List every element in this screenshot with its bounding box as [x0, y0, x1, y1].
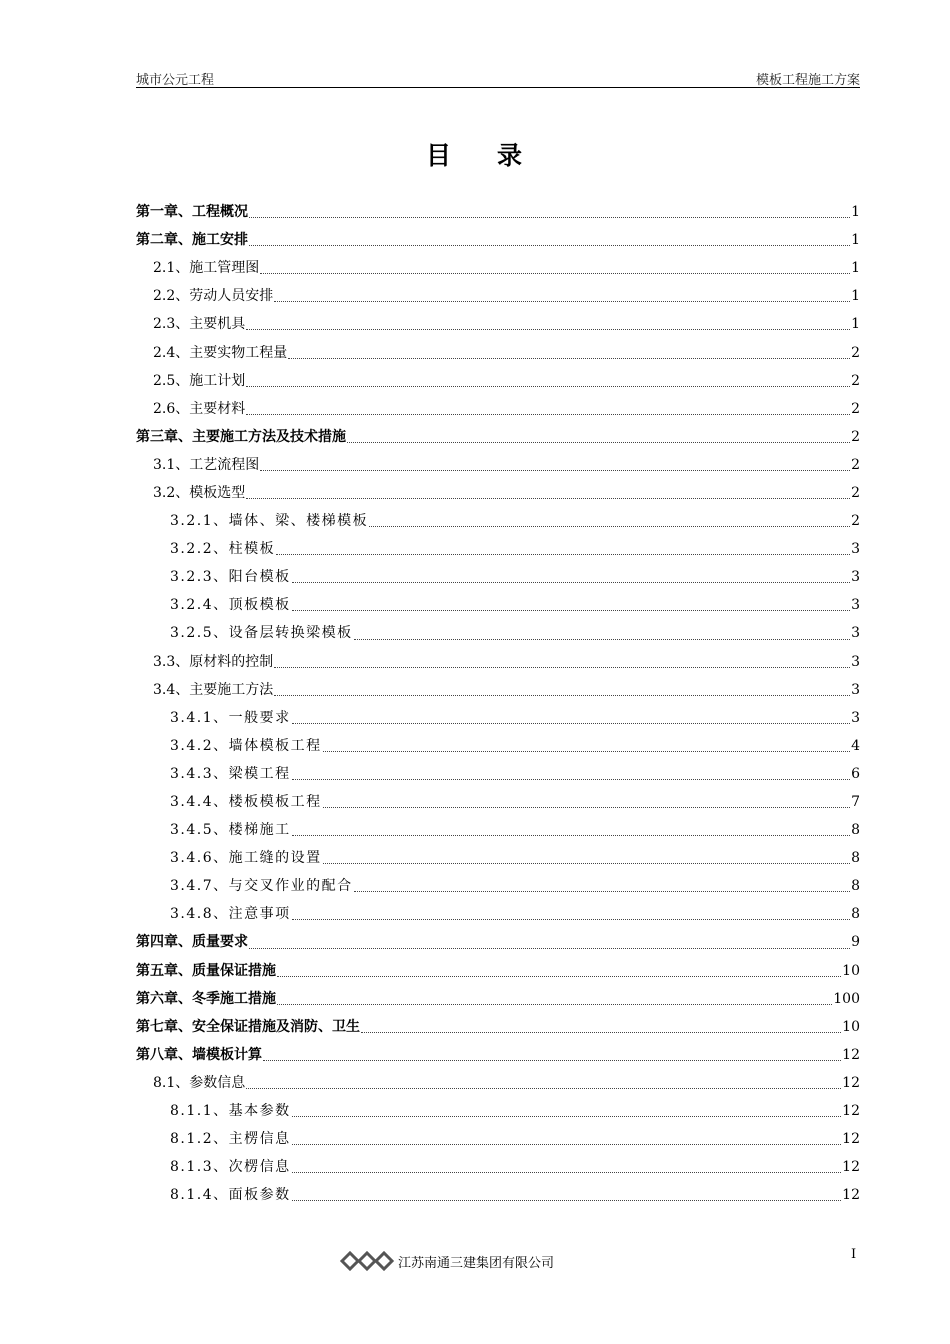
toc-leader-dots: [369, 525, 850, 527]
title-char-1: 目: [425, 141, 453, 170]
toc-entry[interactable]: [136, 1041, 860, 1069]
toc-entry-label: 8.1.1、基本参数: [170, 1103, 291, 1120]
toc-entry-page: 1: [851, 288, 860, 305]
table-of-contents: [136, 198, 860, 1209]
toc-leader-dots: [246, 328, 850, 330]
toc-entry-label: 第二章、施工安排: [136, 232, 248, 249]
toc-entry-page: 1: [851, 204, 860, 221]
toc-entry-page: 3: [851, 569, 860, 586]
toc-leader-dots: [354, 890, 850, 892]
toc-entry[interactable]: [136, 198, 860, 226]
toc-entry[interactable]: [136, 338, 860, 366]
toc-leader-dots: [323, 806, 850, 808]
toc-leader-dots: [276, 553, 850, 555]
toc-entry-label: 第八章、墙模板计算: [136, 1046, 262, 1063]
toc-entry-label: 8.1.2、主楞信息: [170, 1131, 291, 1148]
toc-entry-label: 3.1、工艺流程图: [153, 456, 260, 473]
toc-entry[interactable]: [136, 1153, 860, 1181]
toc-entry[interactable]: [136, 563, 860, 591]
toc-entry-label: 2.1、施工管理图: [153, 260, 260, 277]
toc-entry-page: 12: [842, 1074, 860, 1091]
toc-entry-label: 第四章、质量要求: [136, 934, 248, 951]
toc-leader-dots: [347, 441, 850, 443]
toc-entry[interactable]: [136, 844, 860, 872]
toc-entry-page: 12: [842, 1159, 860, 1176]
toc-entry[interactable]: [136, 1013, 860, 1041]
toc-entry-page: 12: [842, 1046, 860, 1063]
toc-entry[interactable]: [136, 1181, 860, 1209]
toc-leader-dots: [323, 862, 850, 864]
toc-leader-dots: [246, 385, 850, 387]
toc-entry-label: 2.2、劳动人员安排: [153, 288, 274, 305]
toc-entry[interactable]: [136, 900, 860, 928]
header-project-name: 城市公元工程: [136, 73, 215, 88]
toc-entry-page: 12: [842, 1103, 860, 1120]
toc-entry[interactable]: [136, 367, 860, 395]
toc-entry-page: 9: [851, 934, 860, 951]
toc-entry-page: 8: [851, 878, 860, 895]
toc-leader-dots: [292, 918, 850, 920]
toc-entry-page: 8: [851, 850, 860, 867]
toc-entry-label: 2.5、施工计划: [153, 372, 246, 389]
toc-leader-dots: [249, 216, 850, 218]
toc-entry-label: 3.2.3、阳台模板: [170, 569, 291, 586]
toc-leader-dots: [292, 834, 850, 836]
toc-entry[interactable]: [136, 479, 860, 507]
toc-entry-page: 3: [851, 681, 860, 698]
toc-entry[interactable]: [136, 985, 860, 1013]
toc-entry[interactable]: [136, 1069, 860, 1097]
toc-leader-dots: [274, 666, 850, 668]
toc-entry-label: 2.6、主要材料: [153, 400, 246, 417]
toc-leader-dots: [292, 581, 850, 583]
toc-leader-dots: [246, 497, 850, 499]
toc-entry-label: 3.4.4、楼板模板工程: [170, 794, 322, 811]
page-header: [136, 67, 860, 88]
toc-entry-page: 2: [851, 428, 860, 445]
toc-entry-page: 3: [851, 541, 860, 558]
toc-entry-page: 8: [851, 822, 860, 839]
toc-entry-page: 10: [842, 1018, 860, 1035]
toc-entry-page: 12: [842, 1131, 860, 1148]
toc-entry-label: 第五章、质量保证措施: [136, 962, 276, 979]
toc-entry-page: 1: [851, 232, 860, 249]
toc-entry[interactable]: [136, 872, 860, 900]
toc-entry-label: 8.1.3、次楞信息: [170, 1159, 291, 1176]
toc-leader-dots: [246, 1087, 841, 1089]
toc-leader-dots: [361, 1031, 841, 1033]
toc-entry-label: 第七章、安全保证措施及消防、卫生: [136, 1018, 360, 1035]
toc-leader-dots: [277, 975, 841, 977]
toc-entry-page: 2: [851, 400, 860, 417]
toc-entry[interactable]: [136, 760, 860, 788]
toc-leader-dots: [323, 750, 850, 752]
toc-entry[interactable]: [136, 788, 860, 816]
toc-entry-label: 3.4.2、墙体模板工程: [170, 737, 322, 754]
toc-leader-dots: [288, 357, 850, 359]
toc-entry[interactable]: [136, 1125, 860, 1153]
footer-company-name: 江苏南通三建集团有限公司: [398, 1255, 555, 1271]
toc-entry-label: 3.4.1、一般要求: [170, 709, 291, 726]
title-char-2: 录: [497, 141, 525, 170]
toc-entry[interactable]: [136, 226, 860, 254]
toc-entry-page: 2: [851, 456, 860, 473]
toc-entry-label: 8.1.4、面板参数: [170, 1187, 291, 1204]
toc-leader-dots: [354, 638, 850, 640]
toc-entry-page: 2: [851, 484, 860, 501]
toc-entry-page: 3: [851, 709, 860, 726]
page-number: I: [851, 1247, 857, 1262]
toc-entry-label: 3.2.1、墙体、梁、楼梯模板: [170, 513, 369, 530]
toc-entry-label: 2.3、主要机具: [153, 316, 246, 333]
toc-entry[interactable]: [136, 816, 860, 844]
toc-entry-page: 2: [851, 513, 860, 530]
toc-entry-page: 3: [851, 653, 860, 670]
toc-entry[interactable]: [136, 310, 860, 338]
toc-entry-page: 2: [851, 344, 860, 361]
toc-entry-page: 2: [851, 372, 860, 389]
toc-leader-dots: [260, 469, 850, 471]
toc-entry[interactable]: [136, 535, 860, 563]
toc-entry-page: 3: [851, 625, 860, 642]
toc-entry[interactable]: [136, 1097, 860, 1125]
toc-leader-dots: [292, 609, 850, 611]
toc-entry[interactable]: [136, 591, 860, 619]
toc-leader-dots: [292, 722, 850, 724]
toc-entry-label: 3.4.3、梁模工程: [170, 765, 291, 782]
toc-leader-dots: [292, 1199, 842, 1201]
toc-leader-dots: [246, 413, 850, 415]
toc-entry[interactable]: [136, 957, 860, 985]
toc-leader-dots: [260, 272, 850, 274]
toc-entry-page: 4: [851, 737, 860, 754]
toc-entry[interactable]: [136, 282, 860, 310]
toc-leader-dots: [292, 778, 850, 780]
toc-entry-label: 8.1、参数信息: [153, 1074, 246, 1091]
toc-entry-page: 12: [842, 1187, 860, 1204]
toc-entry[interactable]: [136, 507, 860, 535]
toc-leader-dots: [249, 244, 850, 246]
toc-entry[interactable]: [136, 928, 860, 956]
toc-entry-label: 3.3、原材料的控制: [153, 653, 274, 670]
toc-entry-label: 2.4、主要实物工程量: [153, 344, 288, 361]
toc-entry-page: 1: [851, 316, 860, 333]
toc-entry-page: 8: [851, 906, 860, 923]
toc-leader-dots: [292, 1171, 842, 1173]
toc-entry-label: 第三章、主要施工方法及技术措施: [136, 428, 346, 445]
toc-leader-dots: [274, 300, 850, 302]
toc-entry-label: 3.4.5、楼梯施工: [170, 822, 291, 839]
toc-leader-dots: [249, 947, 850, 949]
toc-entry-label: 3.2、模板选型: [153, 484, 246, 501]
toc-entry-page: 6: [851, 765, 860, 782]
toc-entry[interactable]: [136, 704, 860, 732]
toc-entry[interactable]: [136, 254, 860, 282]
toc-entry-label: 第六章、冬季施工措施: [136, 990, 276, 1007]
toc-entry[interactable]: [136, 648, 860, 676]
page-title: [0, 136, 950, 172]
header-document-name: 模板工程施工方案: [755, 73, 860, 88]
toc-entry-label: 3.2.4、顶板模板: [170, 597, 291, 614]
toc-entry-label: 3.2.2、柱模板: [170, 541, 276, 558]
toc-entry-page: 1: [851, 260, 860, 277]
toc-leader-dots: [263, 1059, 841, 1061]
toc-leader-dots: [292, 1143, 842, 1145]
toc-entry-label: 3.2.5、设备层转换梁模板: [170, 625, 353, 642]
toc-entry[interactable]: [136, 732, 860, 760]
toc-entry[interactable]: [136, 619, 860, 647]
page-footer: [340, 1250, 554, 1272]
toc-entry-page: 7: [851, 794, 860, 811]
toc-entry-label: 3.4.7、与交叉作业的配合: [170, 878, 353, 895]
toc-entry-page: 100: [833, 990, 860, 1007]
toc-leader-dots: [277, 1003, 832, 1005]
toc-entry[interactable]: [136, 395, 860, 423]
toc-entry-label: 3.4.6、施工缝的设置: [170, 850, 322, 867]
toc-entry[interactable]: [136, 423, 860, 451]
toc-entry-label: 3.4、主要施工方法: [153, 681, 274, 698]
toc-entry-page: 10: [842, 962, 860, 979]
toc-entry[interactable]: [136, 676, 860, 704]
toc-entry-page: 3: [851, 597, 860, 614]
company-logo-icon: [340, 1251, 394, 1271]
toc-entry-label: 第一章、工程概况: [136, 204, 248, 221]
toc-leader-dots: [292, 1115, 842, 1117]
toc-entry-label: 3.4.8、注意事项: [170, 906, 291, 923]
toc-leader-dots: [274, 694, 850, 696]
toc-entry[interactable]: [136, 451, 860, 479]
